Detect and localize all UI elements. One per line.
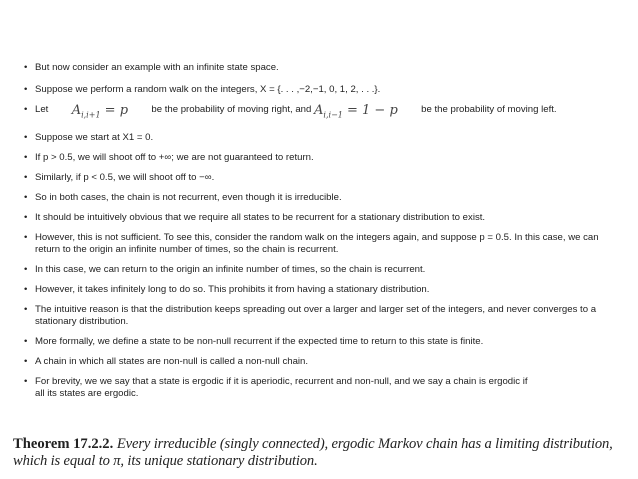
formula-move-left — [314, 105, 398, 122]
formula-subscript: i,i−1 — [323, 110, 343, 120]
bullet-text: A chain in which all states are non-null is called a non-null chain. — [35, 355, 309, 367]
formula-rhs: = 1 − p — [342, 103, 398, 118]
bullet-middle: be the probability of moving right, and — [151, 104, 312, 115]
bullet-non-null-chain — [24, 356, 624, 368]
bullet-text: More formally, we define a state to be non-null recurrent if the expected time to return to this state is finite. — [35, 335, 484, 347]
bullet-infinitely-long — [24, 284, 624, 296]
bullet-text: In this case, we can return to the origin an infinite number of times, so the chain is recurrent. — [35, 263, 426, 275]
bullet-not-sufficient — [24, 232, 624, 256]
bullet-p-greater — [24, 152, 624, 164]
bullet-text: If p > 0.5, we will shoot off to +∞; we are not guaranteed to return. — [35, 151, 314, 163]
bullet-transition-probabilities — [24, 104, 624, 122]
bullet-infinite-state-space — [24, 62, 624, 74]
formula-rhs: = p — [100, 103, 129, 118]
formula-symbol: A — [314, 103, 324, 118]
bullet-not-recurrent — [24, 192, 624, 204]
bullet-require-recurrent — [24, 212, 624, 224]
formula-symbol: A — [71, 103, 82, 118]
bullet-list — [24, 62, 624, 398]
bullet-text: However, this is not sufficient. To see this, consider the random walk on the integers again, and suppose p = 0.5. In this case, we can return to the origin an infinite number of times, so the chain is recurrent. — [35, 231, 599, 255]
bullet-text: So in both cases, the chain is not recurrent, even though it is irreducible. — [35, 191, 342, 203]
bullet-text-line1: For brevity, we we say that a state is ergodic if it is aperiodic, recurrent and non-null, and we say a chain is ergodic if — [35, 375, 528, 387]
bullet-text: Suppose we perform a random walk on the integers, X = {. . . ,−2,−1, 0, 1, 2, . . .}. — [35, 84, 381, 95]
bullet-text: Similarly, if p < 0.5, we will shoot off to −∞. — [35, 171, 215, 183]
bullet-intuitive-reason — [24, 304, 624, 328]
bullet-non-null-definition — [24, 336, 624, 348]
bullet-text-line2: all its states are ergodic. — [35, 387, 139, 398]
bullet-text: It should be intuitively obvious that we require all states to be recurrent for a stationary distribution to exist. — [35, 211, 486, 223]
bullet-prefix: Let — [35, 104, 49, 115]
formula-subscript: i,i+1 — [81, 110, 101, 120]
theorem-box — [13, 436, 628, 470]
bullet-random-walk — [24, 84, 624, 96]
bullet-text: Suppose we start at X1 = 0. — [35, 131, 154, 143]
theorem-label: Theorem 17.2.2. — [13, 436, 114, 452]
bullet-suffix: be the probability of moving left. — [421, 104, 557, 115]
bullet-start-state — [24, 132, 624, 144]
theorem-text: Every irreducible (singly connected), ergodic Markov chain has a limiting distribution, which is equal to π, its unique stationary distribution. — [13, 436, 613, 469]
bullet-ergodic — [24, 376, 624, 398]
bullet-text: However, it takes infinitely long to do so. This prohibits it from having a stationary distribution. — [35, 283, 430, 295]
bullet-text: But now consider an example with an infinite state space. — [35, 62, 279, 73]
bullet-text: The intuitive reason is that the distribution keeps spreading out over a larger and larger set of the integers, and never converges to a stationary distribution. — [35, 303, 597, 327]
bullet-origin-return — [24, 264, 624, 276]
formula-move-right — [72, 105, 128, 122]
bullet-p-less — [24, 172, 624, 184]
